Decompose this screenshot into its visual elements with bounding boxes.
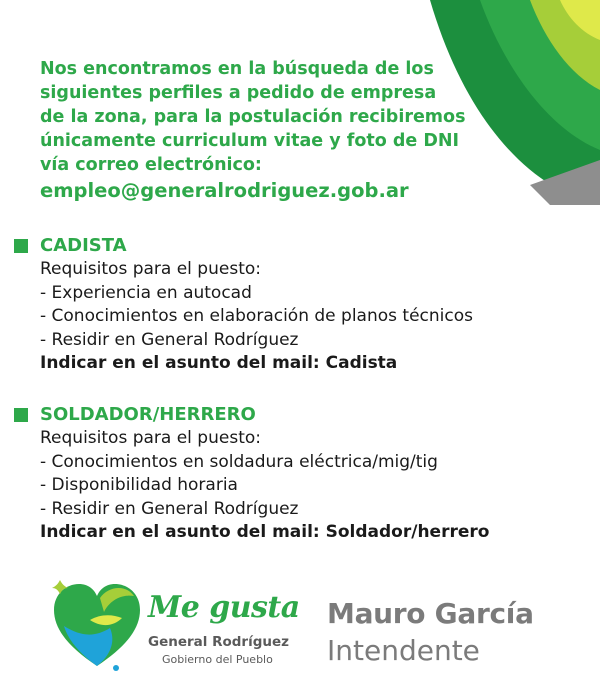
heart-logo-icon [50,578,145,673]
requirement-item: - Conocimientos en soldadura eléctrica/mig/tig [40,451,438,472]
bullet-square-icon [14,239,28,253]
logo-tagline: Gobierno del Pueblo [162,653,273,666]
bullet-square-icon [14,408,28,422]
requirement-item: - Residir en General Rodríguez [40,329,299,350]
job-details [40,427,584,545]
job-header [14,401,584,427]
intro-line: vía correo electrónico: [40,155,262,175]
job-title: SOLDADOR/HERRERO [40,403,256,425]
requirement-item: - Experiencia en autocad [40,282,252,303]
job-details [40,258,584,376]
intro-line: siguientes perfiles a pedido de empresa [40,83,437,103]
intro-line: únicamente curriculum vitae y foto de DNI [40,131,460,151]
job-title: CADISTA [40,234,127,256]
intro-text [40,57,510,203]
intro-line: Nos encontramos en la búsqueda de los [40,59,434,79]
mail-subject-instruction: Indicar en el asunto del mail: Cadista [40,353,398,373]
mayor-name: Mauro García [327,597,534,630]
contact-email[interactable]: empleo@generalrodriguez.gob.ar [40,179,409,202]
logo-city: General Rodríguez [148,634,290,650]
mayor-role: Intendente [327,634,480,667]
requirement-item: - Disponibilidad horaria [40,475,238,495]
requirements-heading: Requisitos para el puesto: [40,428,261,448]
job-listing-cadista [14,232,584,376]
mail-subject-instruction: Indicar en el asunto del mail: Soldador/herrero [40,522,490,542]
logo-slogan: Me gusta [148,590,300,625]
job-listing-soldador [14,401,584,545]
requirement-item: - Residir en General Rodríguez [40,498,299,519]
requirement-item: - Conocimientos en elaboración de planos técnicos [40,306,473,326]
job-header [14,232,584,258]
requirements-heading: Requisitos para el puesto: [40,259,261,279]
intro-line: de la zona, para la postulación recibiremos [40,107,466,127]
